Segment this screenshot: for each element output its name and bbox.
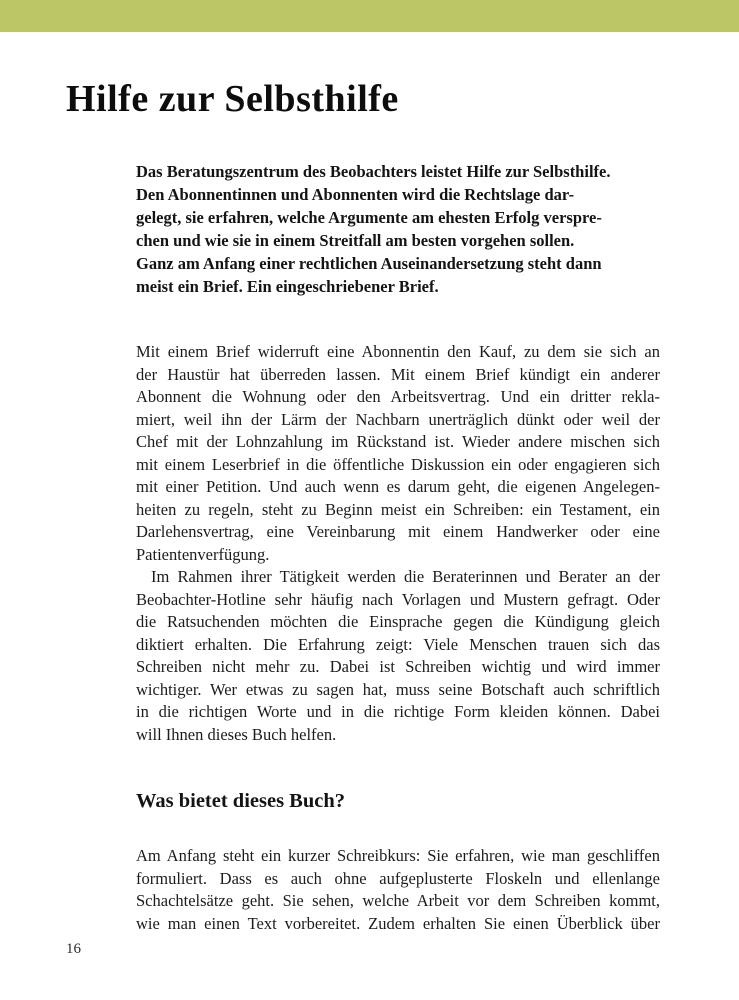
body-paragraph-2: Im Rahmen ihrer Tätigkeit werden die Beraterinnen und Berater an der Beobachter-Hotline sehr häufig nach Vorlagen und Mustern gefragt. Oder die Ratsuchenden möchten die Einsprache gegen die Kündigung gleich diktiert erhalten. Die Erfahrung zeigt: Viele Menschen trauen sich das Schreiben nicht mehr zu. Dabei ist Schreiben wichtig und wird immer wichtiger. Wer etwas zu sagen hat, muss seine Botschaft auch schriftlich in die richtigen Worte und in die richtige Form kleiden können. Dabei will Ihnen dieses Buch helfen. [136, 567, 660, 744]
section-subheading: Was bietet dieses Buch? [136, 790, 345, 812]
body-paragraph-1: Mit einem Brief widerruft eine Abonnentin den Kauf, zu dem sie sich an der Haustür hat überreden lassen. Mit einem Brief kündigt ein anderer Abonnent die Wohnung oder den Arbeitsvertrag. Und ein dritter rekla- miert, weil ihn der Lärm der Nachbarn unerträglich dünkt oder weil der Chef mit der Lohnzahlung im Rückstand ist. Wieder andere mischen sich mit einem Leserbrief in die öffentliche Diskussion ein oder engagieren sich mit einer Petition. Und auch wenn es darum geht, die eigenen Angelegen- heiten zu regeln, steht zu Beginn meist ein Schreiben: ein Testament, ein Darlehensvertrag, eine Vereinbarung mit einem Handwerker oder eine Patientenverfügung. [136, 342, 660, 564]
body-paragraph-3: Am Anfang steht ein kurzer Schreibkurs: Sie erfahren, wie man geschliffen formuliert. Dass es auch ohne aufgeplusterte Floskeln und ellenlange Schachtelsätze geht. Sie sehen, welche Arbeit vor dem Schreiben kommt, wie man einen Text vorbereitet. Zudem erhalten Sie einen Überblick über [136, 846, 660, 933]
page-number: 16 [66, 941, 81, 957]
chapter-title: Hilfe zur Selbsthilfe [66, 78, 399, 120]
page-accent-bar [0, 0, 739, 32]
body-text-column [136, 341, 660, 935]
lead-paragraph: Das Beratungszentrum des Beobachters leistet Hilfe zur Selbsthilfe. Den Abonnentinnen und Abonnenten wird die Rechtslage dar- gelegt, sie erfahren, welche Argumente am ehesten Erfolg verspre- chen und wie sie in einem Streitfall am besten vorgehen sollen. Ganz am Anfang einer rechtlichen Auseinandersetzung steht dann meist ein Brief. Ein eingeschriebener Brief. [136, 162, 611, 296]
